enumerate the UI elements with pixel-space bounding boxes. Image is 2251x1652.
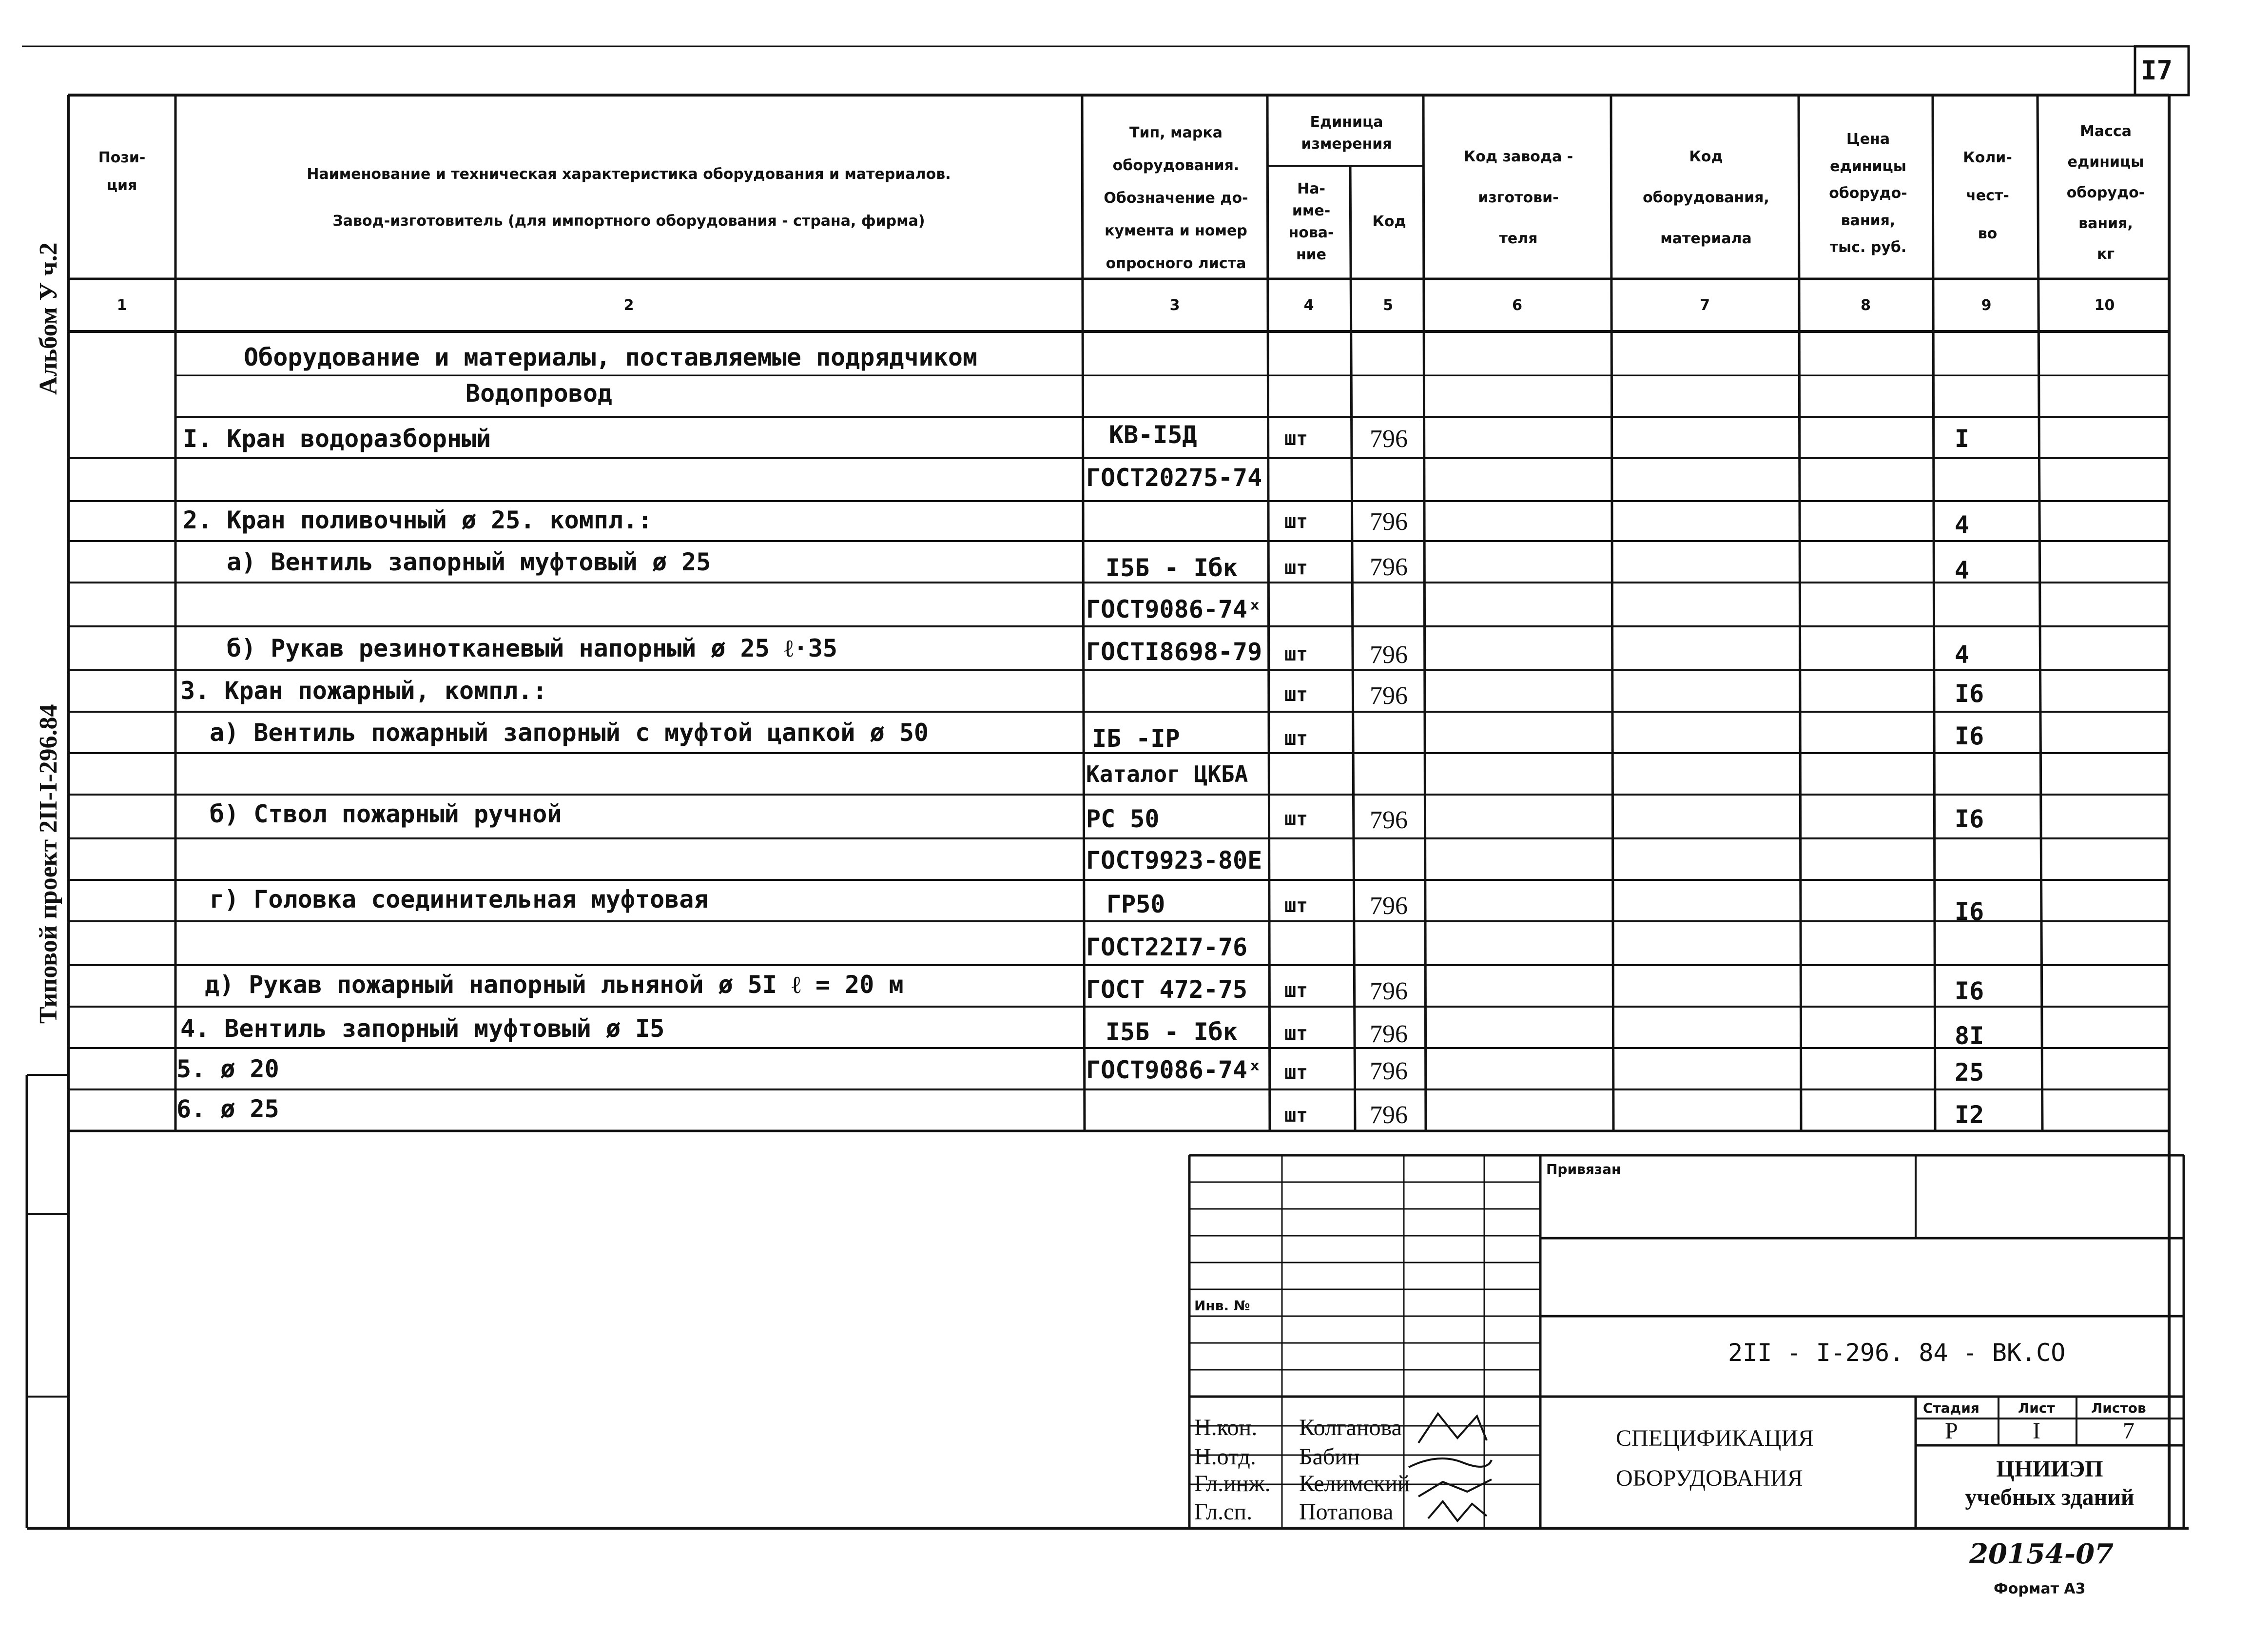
header-col-6: Код завода - изготови- теля [1463,148,1573,247]
header-col-7: Код оборудования, материала [1643,148,1769,247]
sheet-label: Лист [2018,1400,2055,1416]
header-col-9: Коли- чест- во [1963,149,2012,242]
header-col-5: Код [1372,213,1406,230]
signature-role: Гл.сп. [1194,1499,1253,1525]
header-col-3: Тип, марка оборудования. Обозначение до- кумента и номер опросного листа [1104,124,1248,272]
inventory-label: Инв. № [1194,1298,1250,1314]
signature-role: Гл.инж. [1194,1471,1271,1497]
section-title: Оборудование и материалы, поставляемые подрядчиком [244,343,978,371]
signature-role: Н.отд. [1194,1444,1256,1470]
attached-label: Привязан [1546,1161,1621,1177]
stage-value: Р [1945,1418,1958,1444]
sheet-value: I [2033,1418,2040,1444]
signature-role: Н.кон. [1194,1415,1258,1440]
signature-name: Бабин [1299,1444,1360,1470]
subsection-title: Водопровод [466,379,613,408]
signature-name: Келимский [1299,1471,1410,1497]
sheets-label: Листов [2091,1400,2146,1416]
signature-name: Колганова [1299,1415,1402,1440]
organization: ЦНИИЭП учебных зданий [1965,1456,2135,1510]
document-title: СПЕЦИФИКАЦИЯ ОБОРУДОВАНИЯ [1616,1425,1814,1491]
header-unit-group: Единица измерения [1301,114,1392,153]
handwritten-number: 20154-07 [1969,1538,2114,1570]
drawing-sheet: I7 Альбом У ч.2 Типовой проект 2II-I-296.84 Пози- ция Наименование и техническая характеристика оборудования и материалов. Завод-изготовитель (для импортного оборудования - страна, фирма) Тип, марка оборудования. Обозначение до- кумента и номер опросного листа Единица измерения На- име- нова- ние Код Код завода - изготови- теля Код оборудования, материала Цена единицы оборудо- вания, тыс. руб. Коли- чест- во Масса единицы оборудо- вания, кг 1 2 3 4 5 6 7 8 9 10 Оборудование и материалы, поставляемые подрядчиком Водопровод I. Кран водоразборный КВ-I5Д шт 796 I ГОСТ20275-74 2. Кран поливочный ø 25. компл.: шт 796 4 а) Вентиль запорный муфтовый ø 25 I5Б - Iбк шт 796 4 ГОСТ9086-74ˣ б) Рукав резинотканевый напорный ø 25 ℓ·35 ГОСТI8698-79 шт 796 4 3. Кран пожарный, компл.: шт 796 I6 а) Вентиль пожарный запорный с муфтой цапкой ø 50 IБ -IР шт I6 Каталог ЦКБА б) Ствол пожарный ручной РС 50 шт 796 I6 ГОСТ9923-80Е г) Головка соединительная муфтовая ГР50 шт 796 I6 ГОСТ22I7-76 д) Рукав пожарный напорный льняной ø 5I ℓ = 20 м ГОСТ 472-75 шт 796 I6 4. Вентиль запорный муфтовый ø I5 I5Б - Iбк шт 796 8I 5. ø 20 ГОСТ9086-74ˣ шт 796 25 6. ø 25 шт 796 I2 Привязан Инв. № 2II - I-296. 84 - ВК.СО Н.кон. Колганова Н.отд. Бабин Гл.инж. Келимский Гл.сп. Потапова СПЕЦИФИКАЦИЯ ОБОРУДОВАНИЯ Стадия Лист Листов Р I 7 ЦНИИЭП учебных зданий 20154-07 Формат А3 [0,0,2251,1652]
header-col-2: Наименование и техническая характеристика оборудования и материалов. Завод-изготовитель (для импортного оборудования - страна, фирма) [307,166,951,230]
header-col-10: Масса единицы оборудо- вания, кг [2066,123,2145,263]
stage-label: Стадия [1923,1400,1979,1416]
header-col-4: На- име- нова- ние [1288,180,1334,263]
header-col-8: Цена единицы оборудо- вания, тыс. руб. [1829,131,1907,256]
document-code: 2II - I-296. 84 - ВК.СО [1728,1339,2066,1367]
project-label: Типовой проект 2II-I-296.84 [35,704,62,1024]
album-label: Альбом У ч.2 [35,242,62,395]
sheet-number: I7 [2141,55,2173,86]
header-col-1: Пози- ция [98,149,146,194]
sheets-value: 7 [2123,1418,2135,1444]
format-label: Формат А3 [1994,1580,2086,1597]
signature-name: Потапова [1299,1499,1394,1525]
